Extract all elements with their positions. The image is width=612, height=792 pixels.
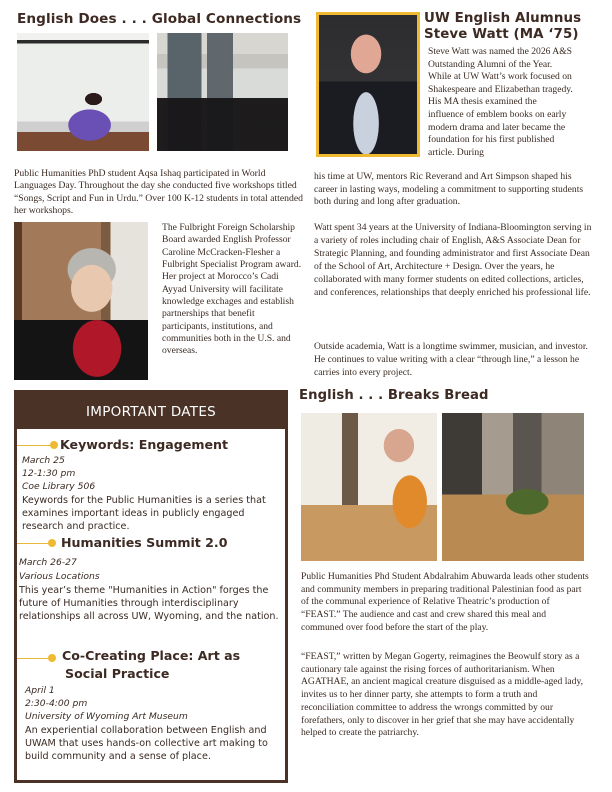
event-time: 2:30-4:00 pm — [25, 698, 88, 709]
event-title-line1: Co-Creating Place: Art as — [62, 648, 241, 663]
timeline-line — [17, 543, 51, 544]
kitchen-photo — [301, 413, 437, 561]
steve-watt-photo — [316, 12, 420, 157]
audience-photo — [157, 33, 288, 151]
event-date: March 26-27 — [19, 557, 77, 568]
event-description: Keywords for the Public Humanities is a series that examines important ideas in publicly engaged research and practice. — [22, 495, 266, 532]
event-title — [62, 647, 240, 683]
table-photo — [442, 413, 584, 561]
alumnus-intro-continued: his time at UW, mentors Ric Reverand and Art Simpson shaped his career in lasting ways, modeling a commitment to supporting students both during and long after graduation. — [314, 171, 584, 208]
important-dates-box — [14, 390, 288, 783]
global-connections-heading: English Does . . . Global Connections — [17, 11, 302, 27]
alumnus-heading-line1: UW English Alumnus — [424, 11, 582, 26]
event-location: Various Locations — [19, 571, 100, 582]
event-date: April 1 — [25, 685, 55, 696]
event-location: University of Wyoming Art Museum — [25, 711, 188, 722]
alumnus-heading-line2: Steve Watt (MA ‘75) — [424, 27, 579, 42]
breaks-bread-heading: English . . . Breaks Bread — [299, 388, 489, 403]
event-date: March 25 — [22, 455, 65, 466]
timeline-dot-icon — [48, 539, 56, 547]
event-location: Coe Library 506 — [22, 481, 96, 492]
aqsa-paragraph: Public Humanities PhD student Aqsa Ishaq participated in World Languages Day. Throughout the day she conducted five workshops titled “Songs, Script and Fun in Urdu.” Over 100 K-12 students in total attended her workshops. — [14, 168, 303, 217]
timeline-dot-icon — [48, 654, 56, 662]
event-description: This year’s theme "Humanities in Action" forges the future of Humanities through interdisciplinary relationships all across UW, Wyoming, and the nation. — [19, 585, 279, 622]
event-time: 12-1:30 pm — [22, 468, 76, 479]
timeline-dot-icon — [50, 441, 58, 449]
event-title: Humanities Summit 2.0 — [61, 535, 228, 550]
presenter-photo — [17, 33, 149, 151]
event-title-line2: Social Practice — [65, 666, 170, 681]
alumnus-outside-paragraph: Outside academia, Watt is a longtime swimmer, musician, and investor. He continues to value writing with a clear “through line,” a lesson he carries into every project. — [314, 341, 588, 378]
alumnus-career-paragraph: Watt spent 34 years at the University of Indiana-Bloomington serving in a variety of roles including chair of English, A&S Associate Dean for Strategic Planning, and founding administrator and first Associate Dean of the School of Art, Architecture + Design. Over the years, he collaborated with many former students on edited collections, articles, and conferences, relationships that deeply enriched his professional life. — [314, 222, 592, 298]
play-paragraph: “FEAST,” written by Megan Gogerty, reimagines the Beowulf story as a cautionary tale against the rising forces of authoritarianism. When AGATHAE, an ancient magical creature disguised as a middle-aged lady, invites us to her dinner party, she attempts to form a truth and reconciliation committee to address the wrongs committed by our forefathers, only to discover in her grief that she may have accidentally helped to create the patriarchy. — [301, 651, 584, 739]
alumnus-heading — [424, 11, 581, 43]
event-title: Keywords: Engagement — [60, 437, 229, 452]
important-dates-header: IMPORTANT DATES — [17, 393, 285, 429]
alumnus-intro-paragraph: Steve Watt was named the 2026 A&S Outstanding Alumni of the Year. While at UW Watt’s work focused on Shakespeare and Elizabethan tragedy. His MA thesis examined the influence of emblem books on early modern drama and later became the foundation for his first published article. During — [428, 46, 573, 158]
event-description: An experiential collaboration between English and UWAM that uses hands-on collective art making to build community and a sense of place. — [25, 725, 268, 762]
timeline-line — [17, 445, 53, 446]
fulbright-paragraph: The Fulbright Foreign Scholarship Board awarded English Professor Caroline McCracken-Flesher a Fulbright Specialist Program award. Her project at Morocco’s Cadi Ayyad University will facilitate knowledge exchages and establish partnerships that benefit participants, institutions, and communities both in the U.S. and overseas. — [162, 222, 302, 357]
caroline-photo — [14, 222, 148, 380]
feast-paragraph: Public Humanities Phd Student Abdalrahim Abuwarda leads other students and community members in preparing traditional Palestinian food as part of the communal experience of Relative Theatric’s production of “FEAST.” The audience and cast and crew shared this meal and communed over food before the start of the play. — [301, 571, 589, 633]
timeline-line — [17, 658, 51, 659]
